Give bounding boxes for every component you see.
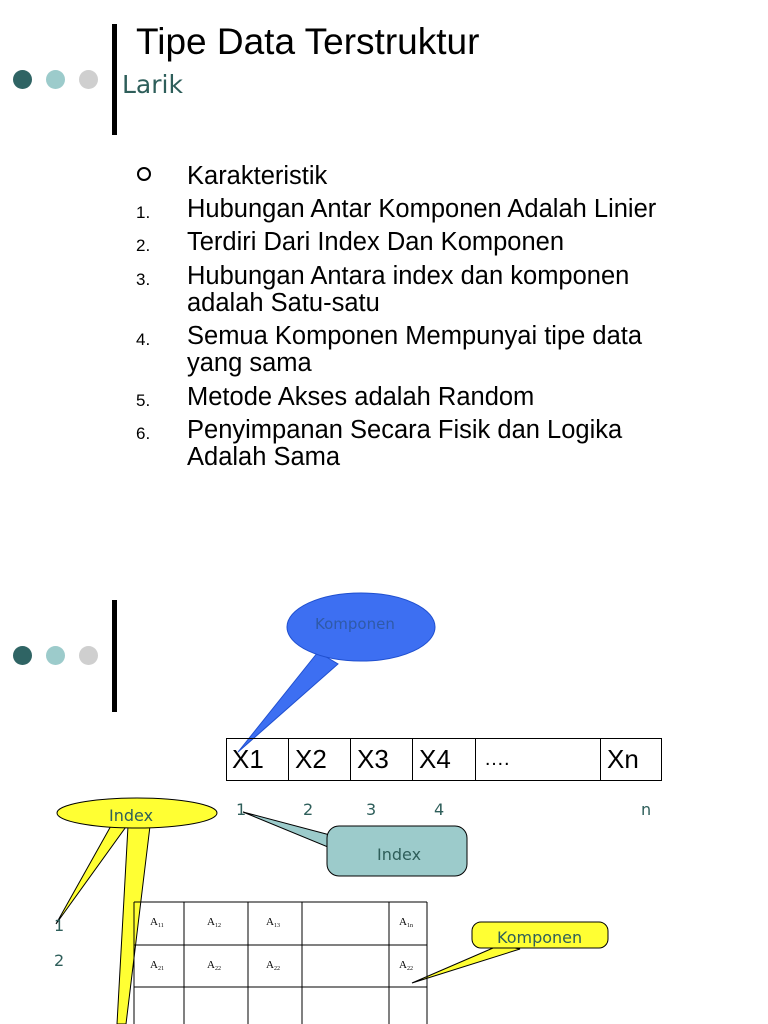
matrix-cell: A12	[207, 916, 221, 929]
array-cell: X1	[232, 744, 264, 774]
callout-komponen-matrix-label: Komponen	[497, 928, 583, 947]
item-5-number: 5.	[136, 391, 151, 410]
row-label: 2	[54, 951, 65, 970]
item-2-number: 2.	[136, 236, 151, 255]
matrix-cell: A13	[266, 916, 280, 929]
item-2-text: Terdiri Dari Index Dan Komponen	[187, 228, 565, 256]
index-label: n	[641, 800, 652, 819]
item-5-text: Metode Akses adalah Random	[187, 383, 535, 411]
callout-komponen-top-label: Komponen	[315, 615, 395, 633]
matrix-cell: A11	[150, 916, 164, 929]
item-4-text-line-2: yang sama	[187, 349, 312, 377]
item-1-number: 1.	[136, 203, 151, 222]
item-3-text-line-2: adalah Satu-satu	[187, 289, 380, 317]
index-label: 2	[303, 800, 314, 819]
item-3-number: 3.	[136, 270, 151, 289]
row-label: 1	[54, 916, 65, 935]
slide-title: Tipe Data Terstruktur	[136, 21, 480, 62]
item-3-text-line-1: Hubungan Antara index dan komponen	[187, 262, 630, 290]
array-cell: X4	[412, 738, 475, 781]
matrix-cell: A22	[399, 959, 413, 972]
item-6-number: 6.	[136, 424, 151, 443]
index-label: 1	[236, 800, 247, 819]
item-1-text: Hubungan Antar Komponen Adalah Linier	[187, 195, 657, 223]
matrix-cell: A1n	[399, 916, 413, 929]
index-label: 3	[366, 800, 377, 819]
item-6-text-line-1: Penyimpanan Secara Fisik dan Logika	[187, 416, 623, 444]
matrix-cell: A22	[207, 959, 221, 972]
index-label: 4	[434, 800, 445, 819]
matrix-cell: A22	[266, 959, 280, 972]
item-4-number: 4.	[136, 330, 151, 349]
item-6-text-line-2: Adalah Sama	[187, 443, 341, 471]
bullet-heading: Karakteristik	[187, 162, 328, 190]
array-cell: X2	[288, 738, 350, 781]
matrix-cell: A21	[150, 959, 164, 972]
array-cell: X3	[350, 738, 412, 781]
array-cell: Xn	[600, 738, 662, 781]
callout-index-array-label: Index	[377, 845, 422, 864]
array-cell: ….	[475, 738, 600, 781]
callout-index-left-label: Index	[109, 806, 154, 825]
item-4-text-line-1: Semua Komponen Mempunyai tipe data	[187, 322, 643, 350]
slide-subtitle: Larik	[122, 70, 183, 99]
